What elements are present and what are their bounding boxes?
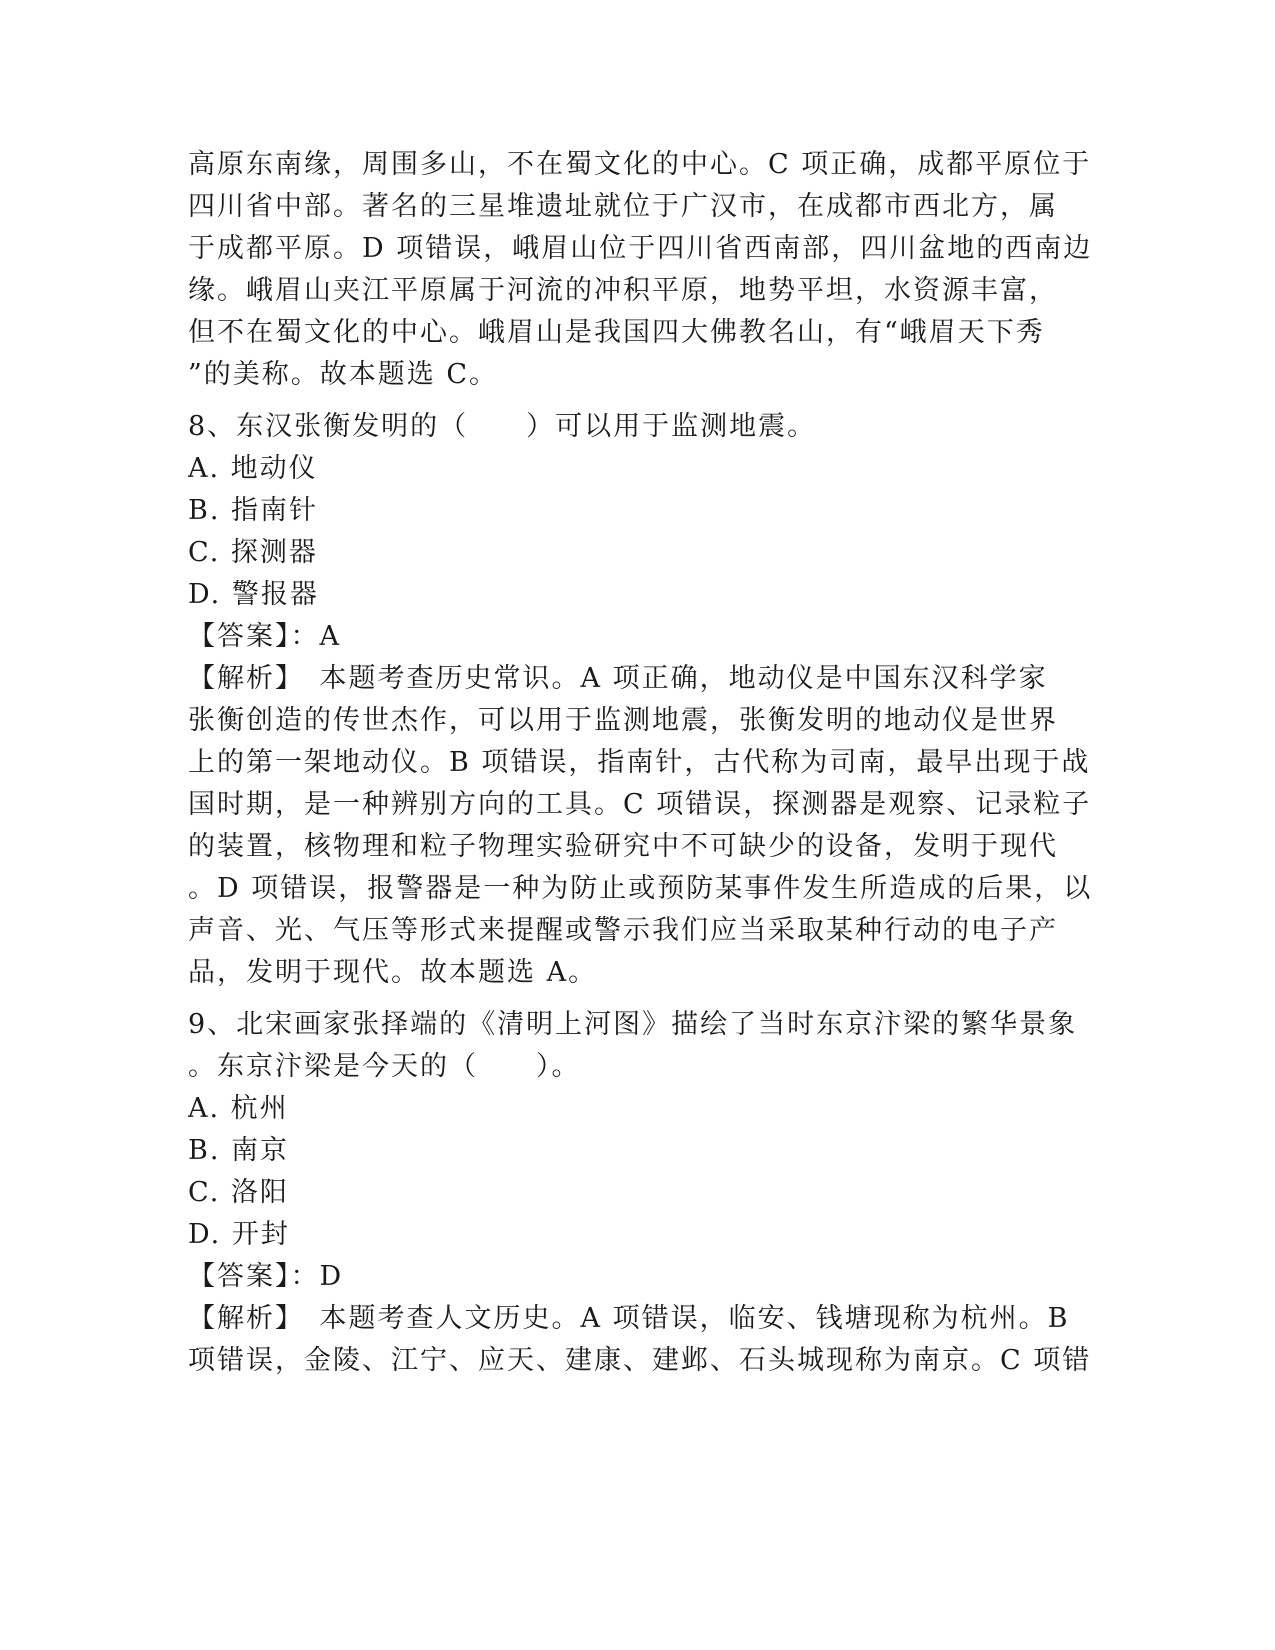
option-b: B. 指南针: [188, 495, 319, 526]
explanation-line: 张衡创造的传世杰作，可以用于监测地震，张衡发明的地动仪是世界: [188, 705, 1058, 736]
option-c: C. 洛阳: [188, 1177, 289, 1208]
answer-line: 【答案】：D: [188, 1261, 344, 1292]
question-stem: 8、东汉张衡发明的（ ）可以用于监测地震。: [188, 411, 817, 442]
explanation-line: 上的第一架地动仪。B 项错误，指南针，古代称为司南，最早出现于战: [188, 747, 1091, 778]
explanation-line: 国时期，是一种辨别方向的工具。C 项错误，探测器是观察、记录粒子: [188, 789, 1092, 820]
text-line: 高原东南缘，周围多山，不在蜀文化的中心。C 项正确，成都平原位于: [188, 149, 1092, 180]
explanation-line: 项错误，金陵、江宁、应天、建康、建邺、石头城现称为南京。C 项错: [188, 1345, 1092, 1376]
question-stem: 9、北宋画家张择端的《清明上河图》描绘了当时东京汴梁的繁华景象: [188, 1009, 1078, 1040]
option-a: A. 地动仪: [188, 453, 318, 484]
previous-explanation: [188, 144, 1093, 396]
explanation-line: 声音、光、气压等形式来提醒或警示我们应当采取某种行动的电子产: [188, 915, 1058, 946]
text-line: 缘。峨眉山夹江平原属于河流的冲积平原，地势平坦，水资源丰富，: [188, 275, 1058, 306]
question-stem: 。东京汴梁是今天的（ ）。: [188, 1051, 581, 1082]
question-8: [188, 406, 1093, 994]
option-d: D. 开封: [188, 1219, 290, 1250]
text-line: 四川省中部。著名的三星堆遗址就位于广汉市，在成都市西北方，属: [188, 191, 1058, 222]
option-b: B. 南京: [188, 1135, 290, 1166]
text-line: 于成都平原。D 项错误，峨眉山位于四川省西南部，四川盆地的西南边: [188, 233, 1093, 264]
explanation-line: 。D 项错误，报警器是一种为防止或预防某事件发生所造成的后果，以: [188, 873, 1093, 904]
explanation-line: 【解析】 本题考查人文历史。A 项错误，临安、钱塘现称为杭州。B: [188, 1303, 1070, 1334]
explanation-line: 【解析】 本题考查历史常识。A 项正确，地动仪是中国东汉科学家: [188, 663, 1048, 694]
text-line: ”的美称。故本题选 C。: [188, 359, 499, 390]
explanation-line: 的装置，核物理和粒子物理实验研究中不可缺少的设备，发明于现代: [188, 831, 1058, 862]
option-c: C. 探测器: [188, 537, 318, 568]
question-9: [188, 1004, 1092, 1382]
explanation-line: 品，发明于现代。故本题选 A。: [188, 957, 598, 988]
answer-line: 【答案】：A: [188, 621, 341, 652]
option-a: A. 杭州: [188, 1093, 289, 1124]
option-d: D. 警报器: [188, 579, 319, 610]
text-line: 但不在蜀文化的中心。峨眉山是我国四大佛教名山，有“峨眉天下秀: [188, 317, 1045, 348]
document-page: [188, 144, 1093, 1382]
